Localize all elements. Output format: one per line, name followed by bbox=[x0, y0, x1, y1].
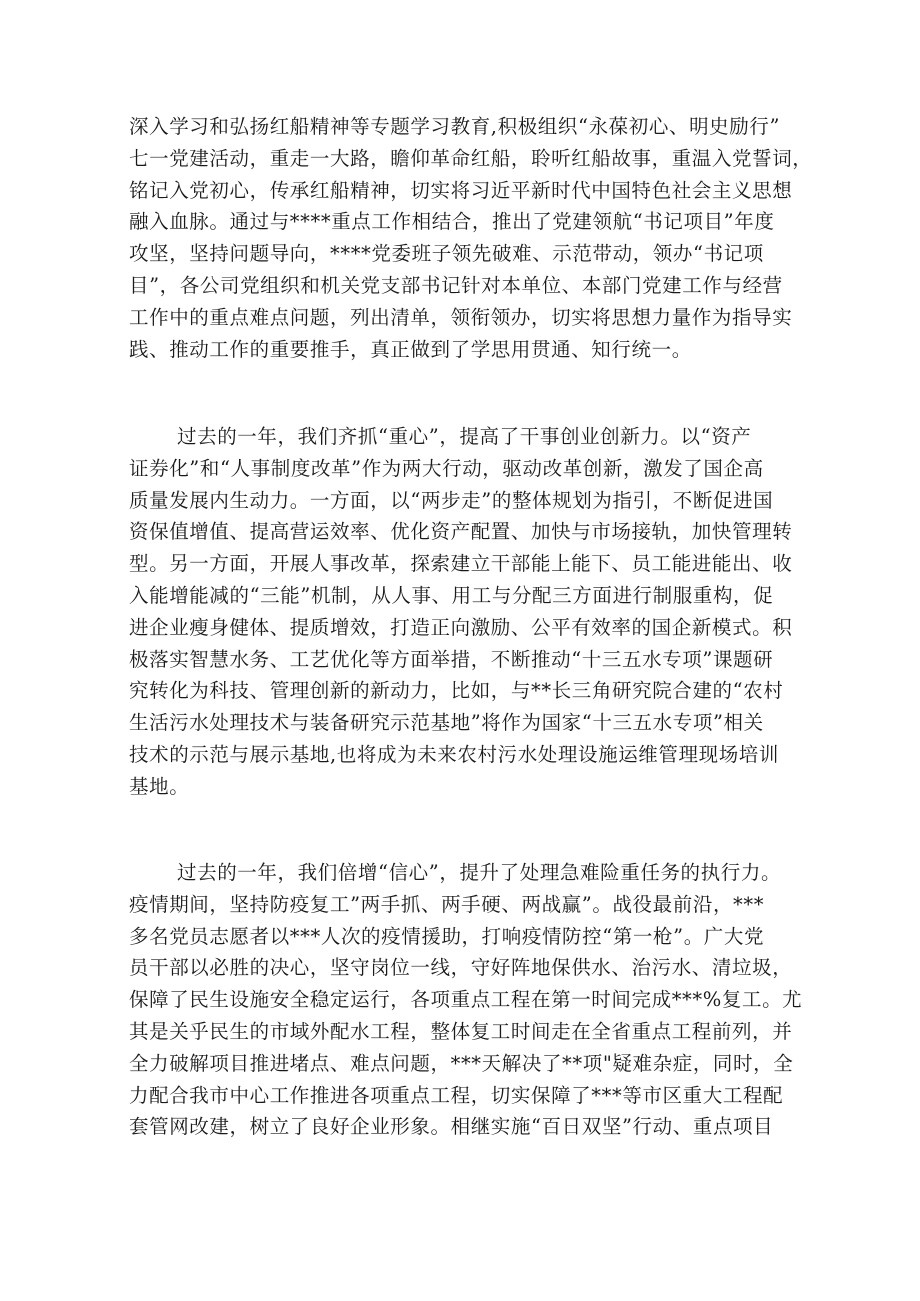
text-line: 入能增能减的“三能”机制，从人事、用工与分配三方面进行制服重构，促 bbox=[129, 583, 774, 607]
text-line: 铭记入党初心，传承红船精神，切实将习近平新时代中国特色社会主义思想 bbox=[129, 178, 793, 202]
text-line: 进企业瘦身健体、提质增效，打造正向激励、公平有效率的国企新模式。积 bbox=[129, 615, 793, 639]
text-line: 攻坚，坚持问题导向，****党委班子领先破难、示范带动，领办“书记项 bbox=[129, 242, 764, 266]
text-line: 套管网改建，树立了良好企业形象。相继实施“百日双坚”行动、重点项目 bbox=[129, 1115, 774, 1139]
text-line: 践、推动工作的重要推手，真正做到了学思用贯通、知行统一。 bbox=[129, 337, 692, 361]
paragraph-reform-innovation bbox=[129, 421, 797, 803]
paragraph-party-building bbox=[129, 111, 813, 365]
text-line: 目”，各公司党组织和机关党支部书记针对本单位、本部门党建工作与经营 bbox=[129, 273, 783, 297]
text-line: 型。另一方面，开展人事改革，探索建立干部能上能下、员工能进能出、收 bbox=[129, 552, 793, 576]
text-line: 深入学习和弘扬红船精神等专题学习教育,积极组织“永葆初心、明史励行” bbox=[129, 115, 781, 138]
text-line: 疫情期间，坚持防疫复工”两手抓、两手硬、两战赢”。战役最前沿，*** bbox=[129, 892, 765, 916]
text-line: 质量发展内生动力。一方面，以“两步走”的整体规划为指引，不断促进国 bbox=[129, 488, 774, 512]
text-line: 生活污水处理技术与装备研究示范基地”将作为国家“十三五水专项”相关 bbox=[129, 711, 764, 735]
text-line: 融入血脉。通过与****重点工作相结合，推出了党建领航“书记项目”年度 bbox=[129, 210, 775, 234]
text-line: 力配合我市中心工作推进各项重点工程，切实保障了***等市区重大工程配 bbox=[129, 1083, 784, 1107]
text-line: 资保值增值、提高营运效率、优化资产配置、加快与市场接轨，加快管理转 bbox=[129, 520, 793, 544]
text-line: 工作中的重点难点问题，列出清单，领衔领办，切实将思想力量作为指导实 bbox=[129, 305, 793, 329]
text-line: 全力破解项目推进堵点、难点问题，***天解决了**项"疑难杂症，同时，全 bbox=[129, 1051, 794, 1075]
text-line: 员干部以必胜的决心，坚守岗位一线，守好阵地保供水、治污水、清垃圾， bbox=[129, 956, 793, 980]
text-line: 过去的一年，我们倍增“信心”，提升了处理急难险重任务的执行力。 bbox=[177, 861, 782, 884]
text-line: 过去的一年，我们齐抓“重心”，提高了干事创业创新力。以“资产 bbox=[177, 425, 752, 448]
text-line: 极落实智慧水务、工艺优化等方面举措，不断推动“十三五水专项”课题研 bbox=[129, 647, 774, 671]
paragraph-epidemic-response bbox=[129, 857, 803, 1143]
text-line: 保障了民生设施安全稳定运行，各项重点工程在第一时间完成***%复工。尤 bbox=[129, 988, 803, 1012]
text-line: 七一党建活动，重走一大路，瞻仰革命红船，聆听红船故事，重温入党誓词， bbox=[129, 146, 813, 170]
text-line: 技术的示范与展示基地,也将成为未来农村污水处理设施运维管理现场培训 bbox=[129, 742, 779, 766]
text-line: 其是关乎民生的市域外配水工程，整体复工时间走在全省重点工程前列，并 bbox=[129, 1019, 793, 1043]
text-line: 究转化为科技、管理创新的新动力，比如，与**长三角研究院合建的“农村 bbox=[129, 679, 784, 703]
text-line: 证券化”和“人事制度改革”作为两大行动，驱动改革创新，激发了国企高 bbox=[129, 456, 764, 480]
text-line: 基地。 bbox=[129, 774, 190, 798]
text-line: 多名党员志愿者以***人次的疫情援助，打响疫情防控“第一枪”。广大党 bbox=[129, 924, 765, 948]
